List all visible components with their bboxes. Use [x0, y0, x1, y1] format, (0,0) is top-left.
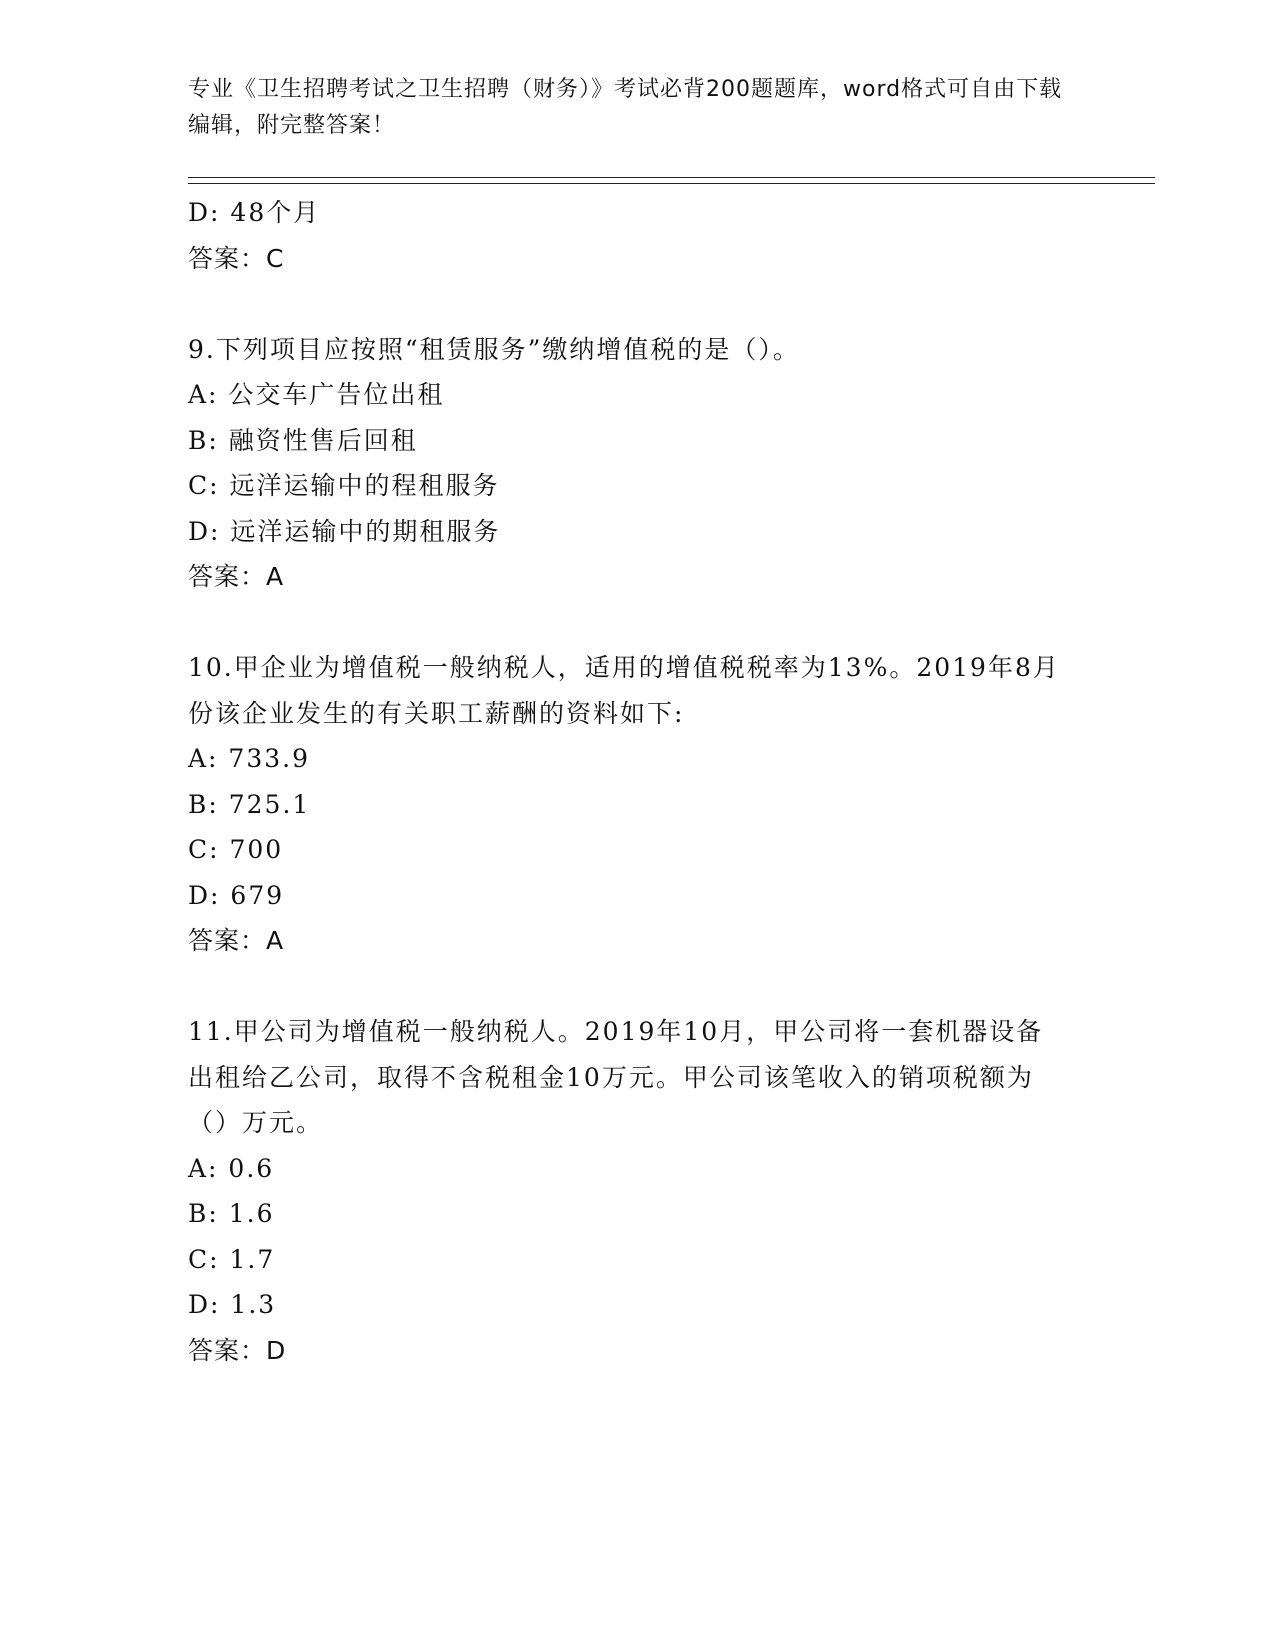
- answer-line: 答案：A: [188, 562, 285, 591]
- option-d: D: 679: [188, 880, 285, 910]
- option-d: D: 48个月: [188, 198, 321, 227]
- question-stem: 11.甲公司为增值税一般纳税人。2019年10月，甲公司将一套机器设备出租给乙公司，取得不含税租金10万元。甲公司该笔收入的销项税额为（）万元。: [188, 1017, 1044, 1137]
- option-b: B: 融资性售后回租: [188, 425, 418, 455]
- option-d: D: 1.3: [188, 1290, 277, 1319]
- spacer: [188, 281, 1088, 327]
- option-b: B: 1.6: [188, 1199, 275, 1228]
- question-list: [188, 190, 1088, 1373]
- option-a: A: 0.6: [188, 1153, 275, 1183]
- document-header: 专业《卫生招聘考试之卫生招聘（财务）》考试必背200题题库，word格式可自由下载编辑，附完整答案！: [188, 77, 1063, 138]
- answer-line: 答案：D: [188, 1335, 287, 1365]
- option-d: D: 远洋运输中的期租服务: [188, 516, 501, 546]
- option-b: B: 725.1: [188, 789, 311, 819]
- spacer: [188, 600, 1088, 646]
- header-divider-top: [188, 177, 1155, 178]
- answer-line: 答案：C: [188, 243, 285, 273]
- option-a: A: 733.9: [188, 744, 310, 773]
- option-a: A: 公交车广告位出租: [188, 380, 445, 409]
- option-c: C: 1.7: [188, 1244, 276, 1274]
- option-c: C: 700: [188, 835, 284, 864]
- question-stem: 9.下列项目应按照“租赁服务”缴纳增值税的是（）。: [188, 334, 800, 364]
- answer-line: 答案：A: [188, 926, 285, 955]
- spacer: [188, 964, 1088, 1010]
- option-c: C: 远洋运输中的程租服务: [188, 471, 500, 500]
- question-11: [188, 1009, 1088, 1373]
- question-stem: 10.甲企业为增值税一般纳税人，适用的增值税税率为13%。2019年8月份该企业发生的有关职工薪酬的资料如下:: [188, 653, 1060, 728]
- header-divider-bottom: [188, 183, 1155, 184]
- question-9: [188, 327, 1088, 600]
- question-10: [188, 645, 1088, 964]
